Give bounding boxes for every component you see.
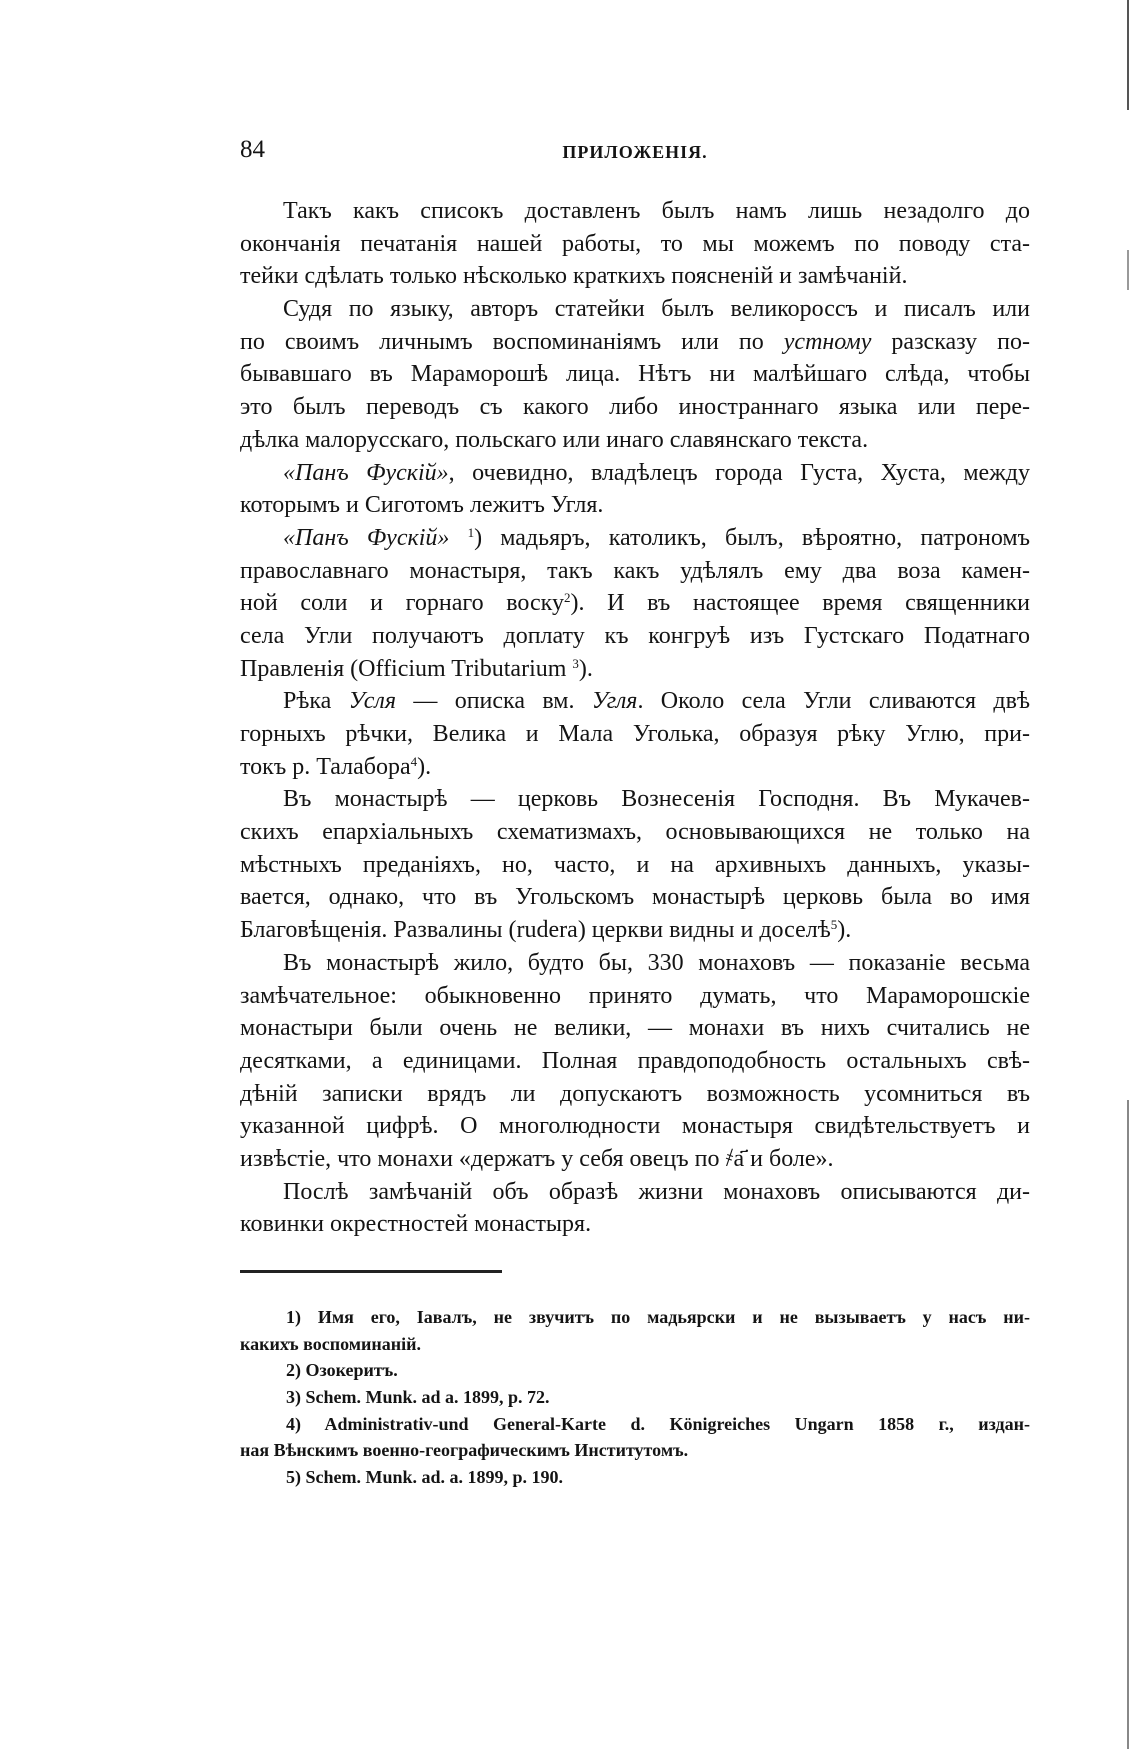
text-span: которымъ и Сиготомъ лежитъ Угля. bbox=[240, 492, 604, 519]
footnote-separator bbox=[240, 1270, 502, 1273]
text-span: ковинки окрестностей монастыря. bbox=[240, 1211, 592, 1238]
italic-text: «Панъ Фускій» bbox=[283, 459, 449, 486]
page-number: 84 bbox=[240, 136, 265, 163]
text-line bbox=[240, 457, 1030, 490]
text-span: Судя по языку, авторъ статейки былъ великороссъ и писалъ или bbox=[283, 296, 1030, 323]
text-line bbox=[240, 1012, 1030, 1045]
text-span: Рѣка bbox=[283, 688, 349, 715]
text-line bbox=[240, 1464, 1030, 1491]
text-line bbox=[240, 1304, 1030, 1331]
italic-text: устному bbox=[783, 328, 872, 355]
footnote-ref: 5 bbox=[830, 917, 838, 933]
text-line bbox=[240, 522, 1030, 555]
scan-edge-line bbox=[1127, 0, 1129, 110]
text-span: ). bbox=[417, 753, 432, 780]
text-line bbox=[240, 849, 1030, 882]
text-line bbox=[240, 391, 1030, 424]
text-line bbox=[240, 1437, 1030, 1464]
text-span: скихъ епархіальныхъ схематизмахъ, основывающихся не только на bbox=[240, 819, 1030, 846]
text-line bbox=[240, 555, 1030, 588]
text-span: Въ монастырѣ жило, будто бы, 330 монаховъ — показаніе весьма bbox=[283, 949, 1030, 976]
text-line bbox=[240, 1110, 1030, 1143]
text-span: разсказу по- bbox=[871, 328, 1030, 355]
text-span: тейки сдѣлать только нѣсколько краткихъ поясненій и замѣчаній. bbox=[240, 263, 908, 290]
text-span: извѣстіе, что монахи «держатъ у себя овецъ по ҂а҃ и боле». bbox=[240, 1145, 834, 1172]
text-line bbox=[240, 424, 1030, 457]
text-line bbox=[240, 228, 1030, 261]
text-span: православнаго монастыря, такъ какъ удѣлялъ ему два воза камен- bbox=[240, 557, 1030, 584]
text-span: замѣчательное: обыкновенно принято думать, что Мараморошскіе bbox=[240, 982, 1030, 1009]
footnote-ref: 1 bbox=[467, 524, 475, 540]
text-line bbox=[240, 653, 1030, 686]
running-head: ПРИЛОЖЕНІЯ. bbox=[562, 142, 708, 162]
paragraph bbox=[240, 522, 1030, 685]
text-line bbox=[240, 1411, 1030, 1438]
text-line bbox=[240, 358, 1030, 391]
text-line bbox=[240, 1078, 1030, 1111]
text-span: Благовѣщенія. Развалины (rudera) церкви видны и доселѣ bbox=[240, 917, 831, 944]
text-span: вается, однако, что въ Угольскомъ монастырѣ церковь была во имя bbox=[240, 884, 1030, 911]
text-span: ). bbox=[837, 917, 852, 944]
text-span: какихъ воспоминаній. bbox=[240, 1333, 422, 1354]
text-span: дѣній записки врядъ ли допускаютъ возможность усомниться въ bbox=[240, 1080, 1030, 1107]
text-line bbox=[240, 260, 1030, 293]
text-line bbox=[240, 1331, 1030, 1358]
text-span: это былъ переводъ съ какого либо иностраннаго языка или пере- bbox=[240, 394, 1030, 421]
text-span: 2) Озокеритъ. bbox=[286, 1360, 398, 1381]
text-span: , очевидно, владѣлецъ города Густа, Хуста, между bbox=[448, 459, 1030, 486]
paragraph bbox=[240, 685, 1030, 783]
text-span: села Угли получаютъ доплату къ конгруѣ изъ Густскаго Податнаго bbox=[240, 622, 1030, 649]
text-span: мѣстныхъ преданіяхъ, но, часто, и на архивныхъ данныхъ, указы- bbox=[240, 851, 1030, 878]
text-line bbox=[240, 914, 1030, 947]
text-span: окончанія печатанія нашей работы, то мы можемъ по поводу ста- bbox=[240, 230, 1030, 257]
text-line bbox=[240, 718, 1030, 751]
text-line bbox=[240, 587, 1030, 620]
text-span: ной соли и горнаго воску bbox=[240, 590, 565, 617]
text-span: 3) Schem. Munk. ad a. 1899, p. 72. bbox=[286, 1387, 550, 1408]
text-line bbox=[240, 1176, 1030, 1209]
footnote-ref: 4 bbox=[410, 753, 418, 769]
text-span: указанной цифрѣ. О многолюдности монастыря свидѣтельствуетъ и bbox=[240, 1113, 1030, 1140]
italic-text: Усля bbox=[348, 688, 396, 715]
text-span: Въ монастырѣ — церковь Вознесенія Господня. Въ Мукачев- bbox=[283, 786, 1030, 813]
text-span: бывавшаго въ Мараморошѣ лица. Нѣтъ ни малѣйшаго слѣда, чтобы bbox=[240, 361, 1030, 388]
footnote bbox=[240, 1464, 1030, 1491]
paragraph bbox=[240, 947, 1030, 1176]
text-line bbox=[240, 1357, 1030, 1384]
text-line bbox=[240, 326, 1030, 359]
text-line bbox=[240, 881, 1030, 914]
footnote bbox=[240, 1384, 1030, 1411]
footnote bbox=[240, 1411, 1030, 1464]
text-line bbox=[240, 816, 1030, 849]
text-line bbox=[240, 1384, 1030, 1411]
text-span: — описка вм. bbox=[395, 688, 592, 715]
text-span: 5) Schem. Munk. ad. a. 1899, p. 190. bbox=[286, 1467, 564, 1488]
text-span: монастыри были очень не велики, — монахи въ нихъ считались не bbox=[240, 1015, 1030, 1042]
footnote bbox=[240, 1304, 1030, 1357]
text-span: по своимъ личнымъ воспоминаніямъ или по bbox=[240, 328, 784, 355]
text-span: Такъ какъ списокъ доставленъ былъ намъ лишь незадолго до bbox=[283, 198, 1030, 224]
footnotes bbox=[240, 1304, 1030, 1491]
text-span: 1) Имя его, Іавалъ, не звучитъ по мадьярски и не вызываетъ у насъ ни- bbox=[286, 1307, 1030, 1327]
text-span: горныхъ рѣчки, Велика и Мала Уголька, образуя рѣку Углю, при- bbox=[240, 721, 1030, 747]
text-span: Правленія (Officium Tributarium bbox=[240, 655, 573, 682]
text-line bbox=[240, 489, 1030, 522]
paragraph bbox=[240, 195, 1030, 293]
text-span: ). bbox=[578, 655, 593, 682]
paragraph bbox=[240, 293, 1030, 456]
text-span: ) мадьяръ, католикъ, былъ, вѣроятно, патрономъ bbox=[474, 524, 1030, 551]
scan-edge-line bbox=[1127, 250, 1129, 290]
text-span: ная Вѣнскимъ военно-географическимъ Институтомъ. bbox=[240, 1440, 689, 1461]
scan-edge-line bbox=[1127, 1100, 1129, 1749]
italic-text: «Панъ Фускій» bbox=[283, 524, 468, 551]
text-span: Послѣ замѣчаній объ образѣ жизни монаховъ описываются ди- bbox=[283, 1178, 1030, 1205]
text-line bbox=[240, 751, 1030, 784]
paragraph bbox=[240, 1176, 1030, 1241]
text-line bbox=[240, 195, 1030, 228]
text-span: 4) Administrativ-und General-Karte d. Königreiches Ungarn 1858 г., издан- bbox=[286, 1413, 1030, 1434]
footnote-ref: 2 bbox=[564, 590, 571, 606]
text-span: десятками, а единицами. Полная правдоподобность остальныхъ свѣ- bbox=[240, 1047, 1030, 1074]
footnote bbox=[240, 1357, 1030, 1384]
text-line bbox=[240, 1143, 1030, 1176]
text-line bbox=[240, 1208, 1030, 1241]
text-span: дѣлка малорусскаго, польскаго или инаго славянскаго текста. bbox=[240, 426, 869, 453]
text-line bbox=[240, 293, 1030, 326]
italic-text: Угля bbox=[591, 688, 638, 715]
text-span: ). И въ настоящее время священники bbox=[570, 590, 1030, 617]
text-line bbox=[240, 783, 1030, 816]
footnote-ref: 3 bbox=[572, 655, 579, 671]
paragraph bbox=[240, 457, 1030, 522]
text-line bbox=[240, 980, 1030, 1013]
text-span: . Около села Угли сливаются двѣ bbox=[637, 688, 1031, 715]
text-line bbox=[240, 685, 1030, 718]
text-span: токъ р. Талабора bbox=[240, 753, 411, 780]
text-line bbox=[240, 947, 1030, 980]
paragraph bbox=[240, 783, 1030, 946]
text-line bbox=[240, 1045, 1030, 1078]
text-line bbox=[240, 620, 1030, 653]
body-text bbox=[240, 195, 1030, 1241]
